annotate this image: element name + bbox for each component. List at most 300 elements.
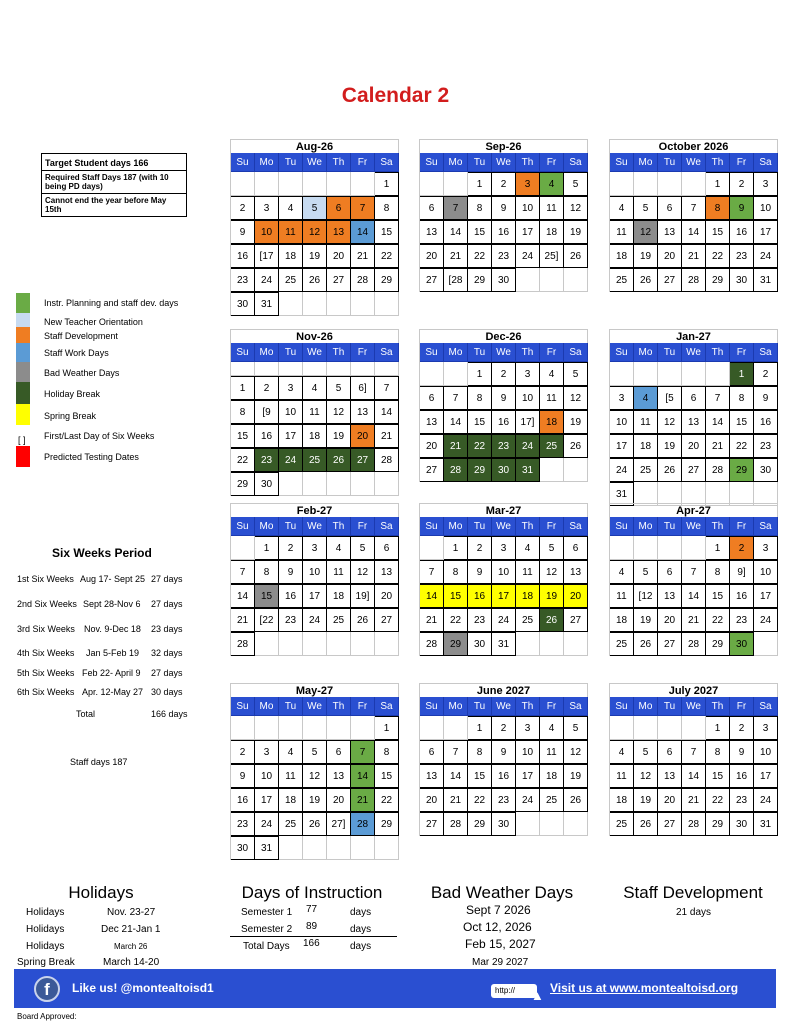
day-cell: 9 — [492, 740, 516, 764]
empty-cell — [375, 836, 399, 860]
month-title: Aug-26 — [230, 139, 399, 153]
day-cell: 19 — [540, 584, 564, 608]
total-label: Total Days — [243, 941, 290, 952]
day-cell: 13 — [658, 220, 682, 244]
day-cell: 22 — [375, 788, 399, 812]
day-cell: 17 — [754, 584, 778, 608]
weekday-header: We — [682, 697, 706, 716]
weekday-header: Mo — [255, 343, 279, 362]
empty-cell — [303, 472, 327, 496]
period-days: 32 days — [151, 648, 183, 658]
day-cell: 19 — [564, 410, 588, 434]
day-cell: 13 — [682, 410, 706, 434]
day-cell: 21 — [706, 434, 730, 458]
legend-item-six-weeks — [16, 425, 206, 445]
day-cell: 24 — [255, 268, 279, 292]
day-cell: 21 — [375, 424, 399, 448]
six-weeks-row — [16, 687, 206, 701]
period-days: 27 days — [151, 599, 183, 609]
day-cell: 21 — [231, 608, 255, 632]
facebook-link[interactable]: Like us! @montealtoisd1 — [72, 981, 214, 995]
weekday-header: Sa — [564, 343, 588, 362]
day-cell: 13 — [420, 220, 444, 244]
day-cell: 8 — [468, 196, 492, 220]
day-cell: 5 — [634, 740, 658, 764]
day-cell: 14 — [375, 400, 399, 424]
weekday-header: Su — [610, 517, 634, 536]
day-cell: 9 — [231, 220, 255, 244]
empty-cell — [327, 472, 351, 496]
weekday-header: Su — [231, 517, 255, 536]
day-cell: 22 — [468, 434, 492, 458]
day-cell: 10 — [303, 560, 327, 584]
empty-cell — [303, 292, 327, 316]
weekday-header: Fr — [730, 343, 754, 362]
day-cell: 27 — [420, 812, 444, 836]
day-cell: 26 — [634, 632, 658, 656]
day-cell: 11 — [610, 764, 634, 788]
day-cell: 3 — [492, 536, 516, 560]
bracket-mark: [ ] — [18, 435, 26, 445]
weekday-header: Sa — [375, 343, 399, 362]
day-cell: 29 — [375, 812, 399, 836]
holiday-value: March 14-20 — [103, 957, 160, 968]
day-cell: 20 — [351, 424, 375, 448]
day-cell: 3 — [516, 362, 540, 386]
day-cell: 28 — [351, 812, 375, 836]
legend-label: Instr. Planning and staff dev. days — [44, 298, 179, 308]
weekday-header: Su — [231, 343, 255, 362]
weekday-header: Mo — [634, 343, 658, 362]
facebook-icon[interactable]: f — [34, 976, 60, 1002]
empty-cell — [540, 812, 564, 836]
day-cell: 21 — [682, 244, 706, 268]
day-cell: 21 — [444, 434, 468, 458]
period-name: 5th Six Weeks — [17, 668, 75, 678]
bad-weather-heading: Bad Weather Days — [430, 883, 574, 902]
day-cell: 24 — [279, 448, 303, 472]
day-cell: 31 — [610, 482, 634, 506]
empty-cell — [375, 472, 399, 496]
day-cell: 27 — [658, 812, 682, 836]
day-cell: 23 — [255, 448, 279, 472]
day-cell: 17 — [754, 764, 778, 788]
day-cell: 14 — [682, 220, 706, 244]
month-grid — [419, 517, 588, 656]
day-cell: 24 — [492, 608, 516, 632]
weekday-header: Sa — [754, 697, 778, 716]
month-title: Dec-26 — [419, 329, 588, 343]
empty-cell — [516, 268, 540, 292]
legend-label: Spring Break — [44, 411, 97, 421]
month-title: May-27 — [230, 683, 399, 697]
cursor-icon: ▲ — [531, 988, 544, 1003]
day-cell: 6 — [682, 386, 706, 410]
day-cell: 29 — [706, 632, 730, 656]
required-staff-days: Required Staff Days 187 (with 10 being PD days) — [42, 171, 186, 194]
month-mar-27 — [419, 503, 588, 656]
empty-cell — [658, 362, 682, 386]
holiday-label: Spring Break — [17, 957, 75, 968]
total-days: 166 days — [151, 709, 188, 719]
day-cell: 12 — [327, 400, 351, 424]
month-grid — [609, 517, 778, 656]
empty-cell — [303, 716, 327, 740]
empty-cell — [444, 362, 468, 386]
day-cell: 6 — [375, 536, 399, 560]
day-cell: 11 — [303, 400, 327, 424]
six-weeks-row — [16, 668, 206, 682]
month-grid — [609, 153, 778, 292]
day-cell: 29 — [706, 812, 730, 836]
day-cell: 24 — [610, 458, 634, 482]
weekday-header: Th — [327, 517, 351, 536]
weekday-header: Fr — [351, 517, 375, 536]
day-cell: 8 — [255, 560, 279, 584]
day-cell: 30 — [492, 812, 516, 836]
day-cell: 16 — [492, 410, 516, 434]
weekday-header: Mo — [634, 697, 658, 716]
weekday-header: Tu — [279, 517, 303, 536]
month-nov-26 — [230, 329, 399, 496]
day-cell: 28 — [682, 268, 706, 292]
day-cell: 23 — [231, 268, 255, 292]
day-cell: 10 — [255, 220, 279, 244]
day-cell: 14 — [444, 220, 468, 244]
empty-cell — [658, 536, 682, 560]
day-cell: 17] — [516, 410, 540, 434]
day-cell: 11 — [540, 740, 564, 764]
bad-weather-date: Sept 7 2026 — [466, 903, 531, 917]
empty-cell — [610, 536, 634, 560]
period-name: 6th Six Weeks — [17, 687, 75, 697]
weekday-header: Sa — [564, 697, 588, 716]
day-cell: 7 — [375, 376, 399, 400]
day-cell: 10 — [516, 386, 540, 410]
day-cell: 28 — [682, 812, 706, 836]
day-cell: 8 — [468, 740, 492, 764]
weekday-header: We — [492, 517, 516, 536]
day-cell: 20 — [375, 584, 399, 608]
day-cell: 14 — [351, 220, 375, 244]
weekday-header: Su — [420, 343, 444, 362]
day-cell: 10 — [754, 740, 778, 764]
day-cell: 4 — [327, 536, 351, 560]
day-cell: 12 — [303, 220, 327, 244]
day-cell: 19 — [303, 788, 327, 812]
empty-cell — [564, 812, 588, 836]
day-cell: 23 — [730, 244, 754, 268]
day-cell: 11 — [634, 410, 658, 434]
empty-cell — [255, 716, 279, 740]
legend-item-testing — [16, 446, 206, 466]
empty-cell — [351, 172, 375, 196]
staff-days-text: Staff days 187 — [70, 757, 128, 767]
day-cell: 12 — [540, 560, 564, 584]
day-cell: 3 — [610, 386, 634, 410]
instruction-heading: Days of Instruction — [241, 883, 383, 902]
weekday-header: We — [303, 343, 327, 362]
day-cell: 23 — [730, 608, 754, 632]
month-title: Nov-26 — [230, 329, 399, 343]
weekday-header: Tu — [279, 343, 303, 362]
empty-cell — [231, 536, 255, 560]
empty-cell — [682, 172, 706, 196]
day-cell: 13 — [420, 764, 444, 788]
empty-cell — [634, 716, 658, 740]
website-link[interactable]: Visit us at www.montealtoisd.org — [550, 981, 739, 995]
day-cell: 29 — [231, 472, 255, 496]
day-cell: 15 — [255, 584, 279, 608]
day-cell: 12 — [658, 410, 682, 434]
month-title: June 2027 — [419, 683, 588, 697]
weekday-header: Sa — [564, 517, 588, 536]
day-cell: 24 — [255, 812, 279, 836]
empty-cell — [610, 362, 634, 386]
month-title: Jan-27 — [609, 329, 778, 343]
empty-cell — [658, 716, 682, 740]
empty-cell — [564, 458, 588, 482]
day-cell: 9 — [730, 196, 754, 220]
day-cell: 11 — [516, 560, 540, 584]
holiday-value: March 26 — [114, 942, 148, 951]
empty-cell — [327, 362, 351, 376]
day-cell: 30 — [730, 812, 754, 836]
day-cell: 7 — [231, 560, 255, 584]
day-cell: 8 — [730, 386, 754, 410]
day-cell: [17 — [255, 244, 279, 268]
empty-cell — [682, 716, 706, 740]
day-cell: 23 — [231, 812, 255, 836]
day-cell: 14 — [420, 584, 444, 608]
day-cell: 26 — [540, 608, 564, 632]
day-cell: 8 — [231, 400, 255, 424]
empty-cell — [706, 362, 730, 386]
day-cell: 22 — [730, 434, 754, 458]
day-cell: 19 — [327, 424, 351, 448]
empty-cell — [327, 172, 351, 196]
month-feb-27 — [230, 503, 399, 656]
day-cell: 30 — [730, 632, 754, 656]
day-cell: 3 — [255, 740, 279, 764]
weekday-header: Fr — [730, 697, 754, 716]
empty-cell — [540, 458, 564, 482]
day-cell: 12 — [303, 764, 327, 788]
six-weeks-total — [16, 709, 206, 723]
day-cell: 8 — [375, 196, 399, 220]
day-cell: 5 — [303, 196, 327, 220]
day-cell: 8 — [375, 740, 399, 764]
weekday-header: Sa — [375, 517, 399, 536]
day-cell: 13 — [327, 220, 351, 244]
weekday-header: Mo — [444, 517, 468, 536]
empty-cell — [420, 362, 444, 386]
six-weeks-row — [16, 648, 206, 662]
month-title: July 2027 — [609, 683, 778, 697]
day-cell: 30 — [492, 268, 516, 292]
legend-swatch — [16, 404, 30, 425]
weekday-header: Th — [706, 697, 730, 716]
day-cell: 16 — [730, 220, 754, 244]
day-cell: 28 — [375, 448, 399, 472]
empty-cell — [610, 172, 634, 196]
month-aug-26 — [230, 139, 399, 316]
day-cell: 22 — [468, 788, 492, 812]
day-cell: 3 — [255, 196, 279, 220]
day-cell: 5 — [303, 740, 327, 764]
day-cell: 13 — [375, 560, 399, 584]
weekday-header: Th — [516, 153, 540, 172]
holiday-value: Dec 21-Jan 1 — [101, 924, 161, 935]
day-cell: 1 — [375, 716, 399, 740]
month-grid — [419, 697, 588, 836]
empty-cell — [255, 172, 279, 196]
day-cell: 28 — [682, 632, 706, 656]
weekday-header: We — [682, 517, 706, 536]
day-cell: 4 — [634, 386, 658, 410]
weekday-header: Mo — [255, 517, 279, 536]
day-cell: 17 — [516, 764, 540, 788]
period-days: 27 days — [151, 574, 183, 584]
day-cell: 30 — [492, 458, 516, 482]
weekday-header: Tu — [468, 697, 492, 716]
six-weeks-row — [16, 574, 206, 588]
staff-dev-days: 21 days — [676, 907, 712, 918]
day-cell: 19] — [351, 584, 375, 608]
six-weeks-heading: Six Weeks Period — [52, 546, 152, 560]
day-cell: 10 — [492, 560, 516, 584]
empty-cell — [255, 362, 279, 376]
weekday-header: Tu — [468, 517, 492, 536]
legend-swatch — [16, 313, 30, 327]
month-grid — [419, 343, 588, 482]
day-cell: 7 — [444, 196, 468, 220]
weekday-header: We — [492, 343, 516, 362]
period-range: Apr. 12-May 27 — [82, 687, 144, 697]
empty-cell — [327, 632, 351, 656]
legend-label: First/Last Day of Six Weeks — [44, 431, 155, 441]
target-days: Target Student days 166 — [42, 154, 186, 171]
empty-cell — [634, 536, 658, 560]
month-june-2027 — [419, 683, 588, 836]
day-cell: 27 — [682, 458, 706, 482]
day-cell: 5 — [351, 536, 375, 560]
day-cell: 22 — [706, 244, 730, 268]
day-cell: 2 — [279, 536, 303, 560]
weekday-header: Fr — [540, 153, 564, 172]
day-cell: 9 — [492, 386, 516, 410]
total-label: Total — [76, 709, 96, 719]
cannot-end-note: Cannot end the year before May 15th — [45, 196, 167, 214]
weekday-header: Tu — [279, 153, 303, 172]
legend-swatch — [16, 362, 30, 382]
day-cell: 16 — [255, 424, 279, 448]
day-cell: 5 — [564, 362, 588, 386]
legend-swatch — [16, 446, 30, 467]
day-cell: 19 — [658, 434, 682, 458]
day-cell: 4 — [540, 172, 564, 196]
empty-cell — [351, 716, 375, 740]
weekday-header: Fr — [730, 517, 754, 536]
weekday-header: Fr — [540, 697, 564, 716]
day-cell: 4 — [540, 716, 564, 740]
day-cell: 26 — [634, 812, 658, 836]
day-cell: 1 — [255, 536, 279, 560]
empty-cell — [255, 632, 279, 656]
legend-label: Staff Work Days — [44, 348, 109, 358]
day-cell: 13 — [327, 764, 351, 788]
weekday-header: Tu — [658, 153, 682, 172]
day-cell: 27 — [375, 608, 399, 632]
weekday-header: Sa — [375, 697, 399, 716]
day-cell: 25 — [303, 448, 327, 472]
day-cell: 14 — [706, 410, 730, 434]
day-cell: 4 — [279, 196, 303, 220]
bad-weather-date: Oct 12, 2026 — [463, 920, 532, 934]
day-cell: 19 — [564, 764, 588, 788]
weekday-header: Th — [327, 343, 351, 362]
day-cell: 6 — [327, 196, 351, 220]
legend-label: Staff Development — [44, 331, 118, 341]
day-cell: 2 — [730, 172, 754, 196]
day-cell: 11 — [327, 560, 351, 584]
day-cell: 2 — [730, 536, 754, 560]
day-cell: 2 — [492, 716, 516, 740]
empty-cell — [658, 172, 682, 196]
day-cell: 24 — [516, 788, 540, 812]
empty-cell — [279, 632, 303, 656]
day-cell: 7 — [444, 740, 468, 764]
weekday-header: Th — [516, 343, 540, 362]
day-cell: 5 — [327, 376, 351, 400]
day-cell: 21 — [682, 788, 706, 812]
legend-swatch — [16, 327, 30, 343]
day-cell: 9] — [730, 560, 754, 584]
day-cell: 7 — [420, 560, 444, 584]
empty-cell — [351, 632, 375, 656]
day-cell: 17 — [303, 584, 327, 608]
empty-cell — [634, 362, 658, 386]
day-cell: 2 — [730, 716, 754, 740]
day-cell: 18 — [540, 220, 564, 244]
day-cell: 27 — [658, 632, 682, 656]
holiday-label: Holidays — [26, 924, 65, 935]
day-cell: 15 — [375, 220, 399, 244]
day-cell: 20 — [682, 434, 706, 458]
day-cell: 29 — [730, 458, 754, 482]
period-range: Sept 28-Nov 6 — [83, 599, 141, 609]
day-cell: 5 — [564, 172, 588, 196]
day-cell: 9 — [468, 560, 492, 584]
empty-cell — [303, 362, 327, 376]
weekday-header: Mo — [444, 697, 468, 716]
day-cell: 2 — [754, 362, 778, 386]
day-cell: 26 — [564, 788, 588, 812]
day-cell: 17 — [610, 434, 634, 458]
weekday-header: Mo — [634, 153, 658, 172]
weekday-header: Fr — [351, 343, 375, 362]
day-cell: 30 — [754, 458, 778, 482]
day-cell: 19 — [303, 244, 327, 268]
day-cell: 3 — [754, 716, 778, 740]
browser-icon: http:// — [491, 984, 537, 998]
empty-cell — [303, 632, 327, 656]
weekday-header: Th — [706, 343, 730, 362]
month-grid — [419, 153, 588, 292]
weekday-header: Th — [327, 697, 351, 716]
empty-cell — [540, 268, 564, 292]
day-cell: 16 — [231, 244, 255, 268]
